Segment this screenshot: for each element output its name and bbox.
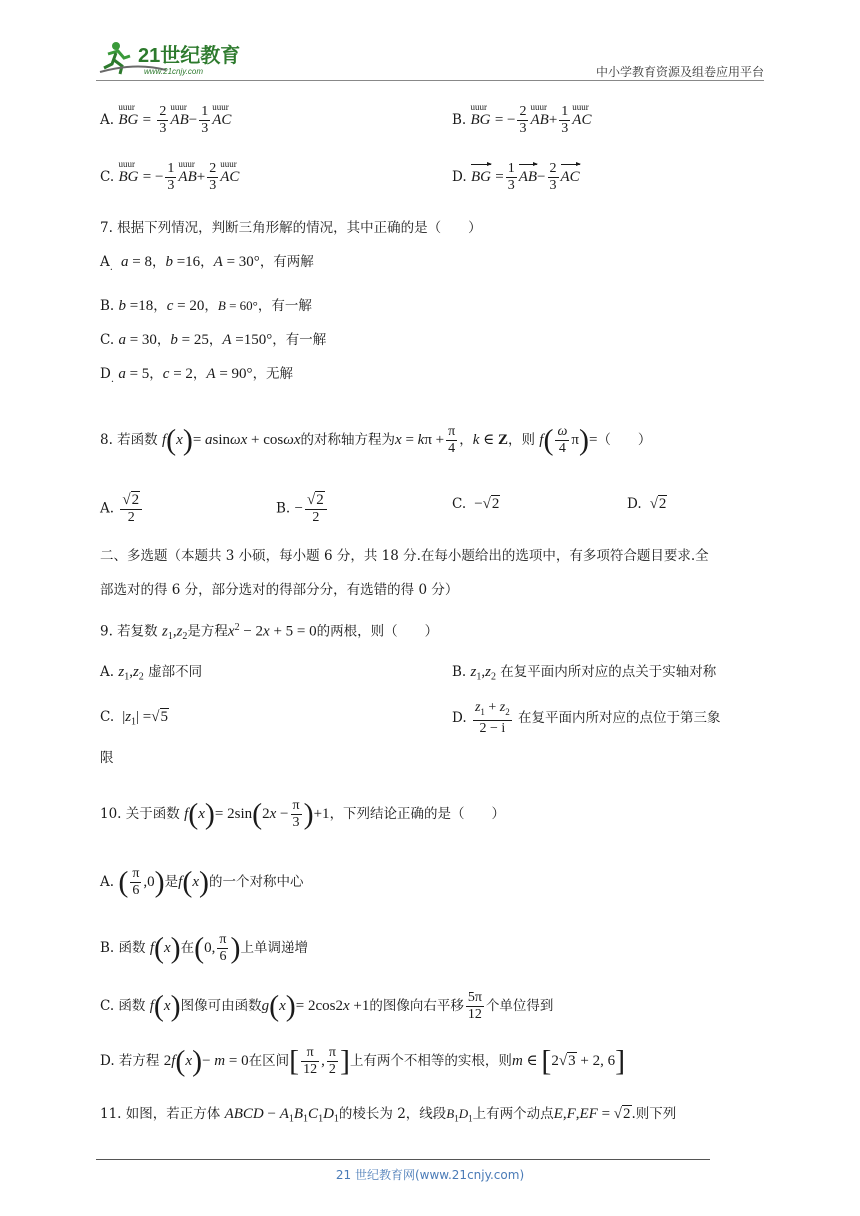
svg-text:21世纪教育: 21世纪教育 (138, 45, 241, 67)
q7-option-b: B. b =18，c = 20，B = 60°，有一解 (100, 298, 312, 314)
fraction: $\frac{1}{3}$ (507, 161, 515, 193)
fraction: $\frac{\pi}{2}$ (328, 1045, 336, 1077)
section-heading-line1: 二、多选题（本题共 3 小硕，每小题 6 分，共 18 分.在每小题给出的选项中，有多项符合题目要求.全 (100, 548, 709, 564)
header-platform-text: 中小学教育资源及组卷应用平台 (595, 65, 764, 79)
q10-option-a: A. ( $\frac{\pi}{6}$ ,0)是f(x)的一个对称中心 (100, 865, 304, 899)
q9-option-c: C. $|z_1| =√5$ (100, 709, 168, 728)
fraction: $\frac{2}{3}$ (159, 104, 167, 136)
fraction: $\frac{√2}{2}$ (305, 492, 327, 526)
runner-logo-icon (96, 36, 256, 78)
site-logo (96, 36, 256, 78)
section-heading-line2: 部选对的得 6 分，部分选对的得部分分，有选错的得 0 分） (100, 582, 459, 598)
fraction: $\frac{\pi}{4}$ (448, 424, 456, 456)
vector-ab: uuur AB (530, 102, 549, 128)
q10-option-b: B. 函数 f(x)在(0, $\frac{\pi}{6}$ )上单调递增 (100, 931, 308, 965)
q6-option-c: C. uuur BG = − $\frac{1}{3}$ uuur AB+ $\frac{2}{3}$ uuur AC (100, 159, 240, 193)
fraction: $\frac{\pi}{12}$ (303, 1045, 318, 1077)
fraction: $\frac{\omega}{4}$ (557, 424, 568, 456)
svg-text:www.21cnjy.com: www.21cnjy.com (144, 67, 203, 76)
q10-option-c: C. 函数 f(x)图像可由函数g(x)= 2cos2x +1的图像向右平移 $\frac{5\pi}{12}$ 个单位得到 (100, 989, 554, 1023)
option-label: D. (452, 169, 467, 185)
q6-option-a: A. uuur BG = $\frac{2}{3}$ uuur AB− $\frac{1}{3}$ uuur AC (100, 102, 232, 136)
option-label: A. (100, 112, 115, 128)
fraction: $\frac{\pi}{6}$ (132, 866, 140, 898)
fraction: $\frac{2}{3}$ (519, 104, 527, 136)
vector-bg: BG (471, 167, 491, 187)
vector-ac: uuur AC (220, 159, 240, 185)
option-label: B. (452, 112, 467, 128)
q8-option-c: C. −√2 (452, 496, 500, 512)
q10-stem: 10. 关于函数 f(x)= 2sin(2x − $\frac{\pi}{3}$ )+1，下列结论正确的是（ ） (100, 797, 506, 831)
vector-ac: uuur AC (572, 102, 592, 128)
vector-bg: uuur BG (118, 102, 139, 128)
vector-ab: AB (519, 167, 537, 187)
q7-option-d: $D_.$ a = 5，c = 2，A = 90°，无解 (100, 366, 294, 385)
fraction: $\frac{1}{3}$ (167, 161, 175, 193)
q11-stem: 11. 如图，若正方体 ABCD − $A_1B_1C_1D_1$的棱长为 2，线段$B_1D_1$上有两个动点E,F,EF = √2.则下列 (100, 1106, 677, 1125)
q9-option-a: A. $z_1,z_2$ 虚部不同 (100, 664, 203, 683)
fraction: $\frac{2}{3}$ (209, 161, 217, 193)
q6-option-d: D. BG = $\frac{1}{3}$ AB− $\frac{2}{3}$ AC (452, 161, 580, 193)
vector-ab: uuur AB (178, 159, 197, 185)
q8-option-b: B. − $\frac{√2}{2}$ (276, 492, 329, 526)
q9-stem: 9. 若复数 $z_1,z_2$是方程$x^2 - 2x + 5 = 0$的两根，则（ ） (100, 622, 439, 643)
q8-option-a: A. $\frac{√2}{2}$ (100, 492, 144, 526)
fraction: $\frac{1}{3}$ (561, 104, 569, 136)
q7-option-c: C. a = 30，b = 25，A =150°，有一解 (100, 332, 327, 348)
q9-option-d-wrap: 限 (100, 750, 114, 766)
vector-bg: uuur BG (470, 102, 491, 128)
footer-site-text: 21 世纪教育网(www.21cnjy.com) (335, 1168, 525, 1182)
q10-option-d: D. 若方程 2f(x)− m = 0在区间[ $\frac{\pi}{12}$ , $\frac{\pi}{2}$ ]上有两个不相等的实根，则m ∈ [2√3 + 2, 6] (100, 1044, 626, 1078)
q8-stem: 8. 若函数 f(x)= asinωx + cosωx的对称轴方程为x = kπ + $\frac{\pi}{4}$ ，k ∈ Z，则 f( $\frac{\omega}{4}$ π)=（ ） (100, 423, 652, 457)
footer-divider (96, 1159, 710, 1160)
q6-option-b: B. uuur BG = − $\frac{2}{3}$ uuur AB+ $\frac{1}{3}$ uuur AC (452, 102, 592, 136)
q8-option-d: D. √2 (627, 496, 667, 512)
vector-ab: uuur AB (170, 102, 189, 128)
fraction: $\frac{\pi}{6}$ (219, 932, 227, 964)
fraction: $\frac{5\pi}{12}$ (467, 990, 482, 1022)
fraction: $\frac{\pi}{3}$ (292, 798, 300, 830)
fraction: $\frac{2}{3}$ (549, 161, 557, 193)
option-label: C. (100, 169, 115, 185)
fraction: $\frac{z_1 + z_2}{2 - i}$ (474, 700, 510, 736)
header-divider (96, 80, 764, 81)
fraction: $\frac{1}{3}$ (201, 104, 209, 136)
vector-ac: AC (561, 167, 580, 187)
q9-option-b: B. $z_1,z_2$ 在复平面内所对应的点关于实轴对称 (452, 664, 717, 683)
q7-stem: 7. 根据下列情况，判断三角形解的情况，其中正确的是（ ） (100, 220, 482, 236)
vector-bg: uuur BG (118, 159, 139, 185)
fraction: $\frac{√2}{2}$ (120, 492, 142, 526)
q7-option-a: $A_.$ a = 8，b =16，A = 30°，有两解 (100, 254, 314, 273)
q9-option-d: D. $\frac{z_1 + z_2}{2 - i}$ 在复平面内所对应的点位于第三象 (452, 700, 721, 736)
vector-ac: uuur AC (212, 102, 232, 128)
